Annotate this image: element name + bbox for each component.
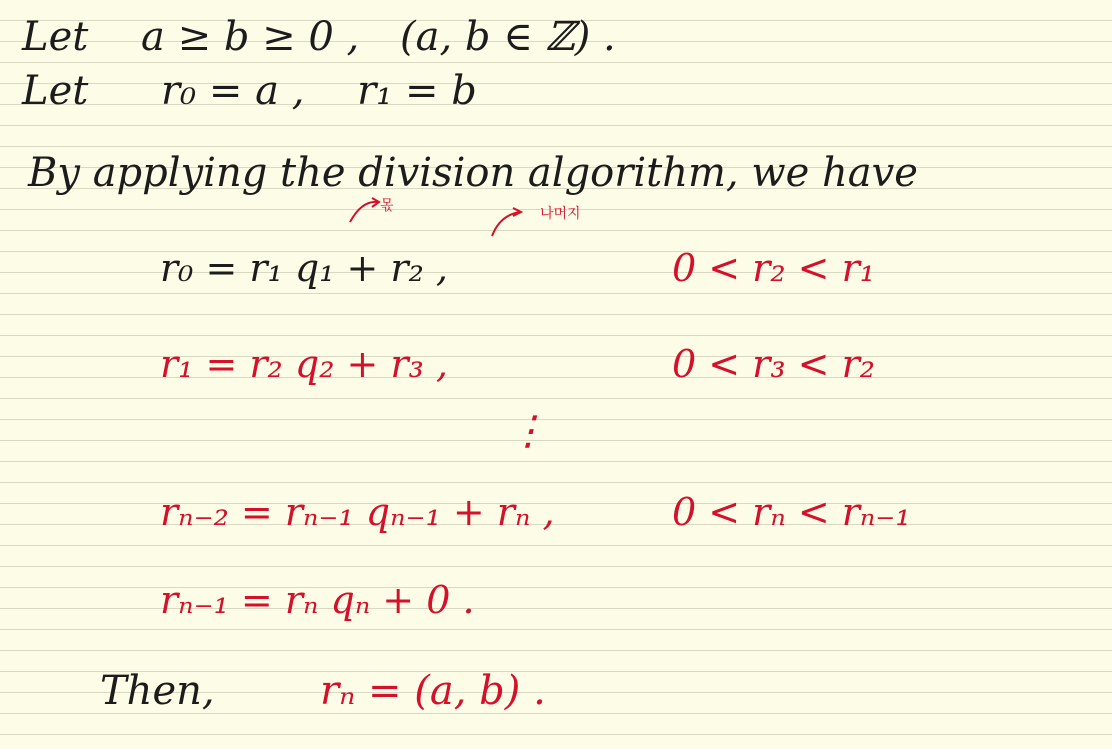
eq2-condition: 0 < r₃ < r₂ <box>672 342 875 386</box>
eq1-body: r₀ = r₁ q₁ + r₂ , <box>160 246 448 290</box>
quotient-note: 몫 <box>380 198 394 214</box>
eq4-body: rₙ₋₁ = rₙ qₙ + 0 . <box>160 578 475 622</box>
eq3-condition: 0 < rₙ < rₙ₋₁ <box>672 490 911 534</box>
integer-set-expr: (a, b ∈ ℤ) . <box>399 14 616 60</box>
inequality-expr: a ≥ b ≥ 0 , <box>141 14 360 60</box>
then-label: Then, <box>100 668 215 714</box>
remainder-note: 나머지 <box>540 206 581 222</box>
vertical-ellipsis: ⋮ <box>508 408 548 454</box>
eq3-body: rₙ₋₂ = rₙ₋₁ qₙ₋₁ + rₙ , <box>160 490 555 534</box>
eq1-condition: 0 < r₂ < r₁ <box>672 246 875 290</box>
r1-definition: r₁ = b <box>357 68 477 114</box>
r0-definition: r₀ = a , <box>161 68 305 114</box>
let-label-2: Let <box>22 68 89 114</box>
division-algorithm-sentence: By applying the division algorithm, we have <box>28 150 918 196</box>
eq2-body: r₁ = r₂ q₂ + r₃ , <box>160 342 448 386</box>
gcd-result: rₙ = (a, b) . <box>320 668 546 714</box>
let-label: Let <box>22 14 89 60</box>
